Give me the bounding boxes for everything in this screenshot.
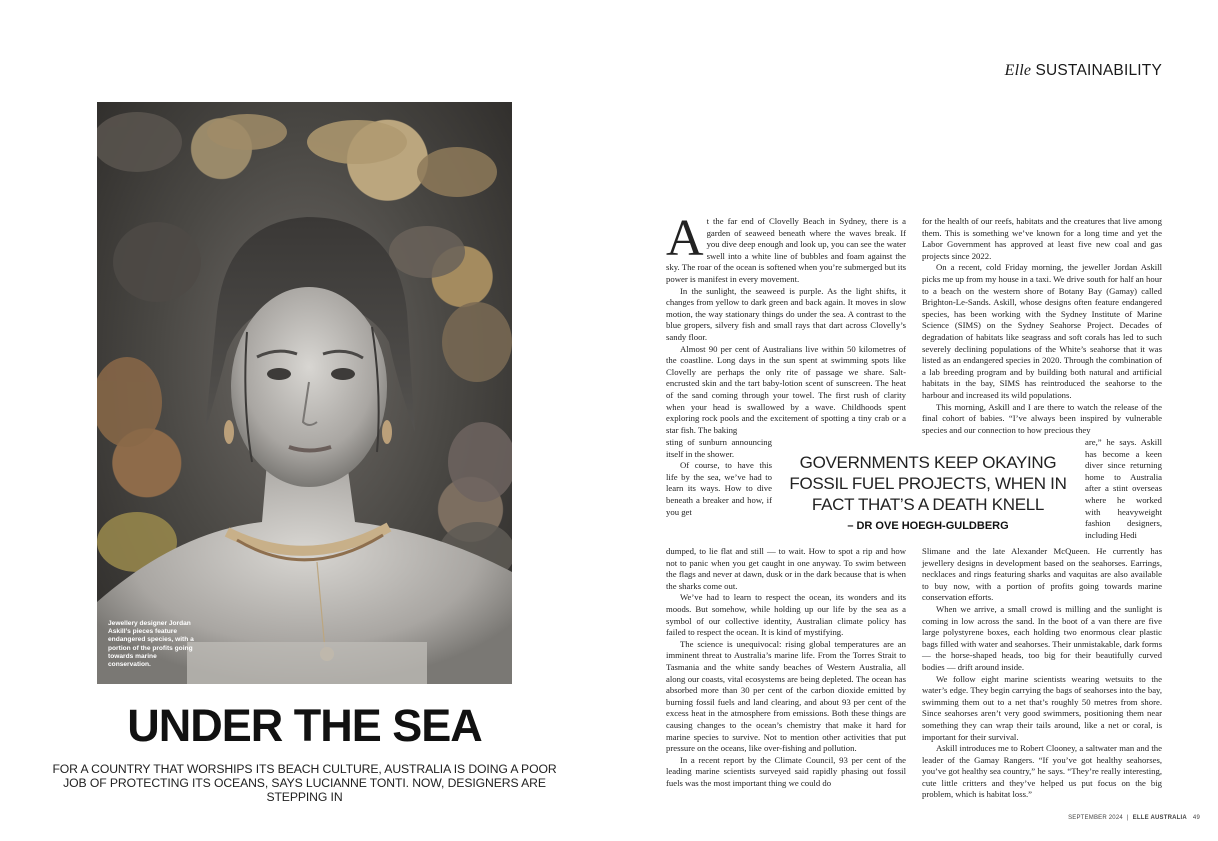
body-paragraph: are,” he says. Askill has become a keen diver since returning home to Australia after a stint overseas where he worked with heavyweight fashion designers, including Hedi [1085, 437, 1162, 540]
body-column-1 [666, 210, 906, 436]
body-paragraph: On a recent, cold Friday morning, the jeweller Jordan Askill picks me up from my house in a taxi. We drive south for half an hour to a beach on the western shore of Botany Bay (Gamay) called Brighton-Le-Sands. Askill, whose designs often feature endangered species, has been working with the Sydney Institute of Marine Science (SIMS) on the Sydney Seahorse Project. Decades of degradation of habitats like seagrass and soft corals has led to such severely declining populations of the White’s seahorse that it was listed as an endangered species in 2020. Through the combination of a lab breeding program and by building both natural and artificial habitats in the bay, SIMS has reintroduced the seahorse to the harbour and increased its wild populations. [922, 262, 1162, 400]
body-paragraph: dumped, to lie flat and still — to wait. How to spot a rip and how not to panic when you get caught in one anyway. To swim between the flags and never at dawn, dusk or in the dark because that is when the sharks come out. [666, 546, 906, 591]
drop-cap: A [666, 210, 704, 267]
body-paragraph: Almost 90 per cent of Australians live within 50 kilometres of the coastline. Long days in the sun spent at swimming spots like Clovelly are perhaps the only rite of passage we share. Salt-encrusted skin and the tart baby-lotion scent of sunscreen. The heat of the sand coming through your towel. The first rush of clarity when your head is swallowed by a wave. Childhoods spent exploring rock pools and the excitement of spotting a tiny crab or a star fish. The baking [666, 343, 906, 435]
headline: UNDER THE SEA [127, 700, 482, 751]
feature-photo [97, 102, 512, 684]
body-column-2-narrow [1085, 437, 1162, 541]
page-footer [1068, 815, 1200, 821]
body-paragraph: We’ve had to learn to respect the ocean, its wonders and its moods. But somehow, while holding up our life by the sea as a symbol of our collective identity, Australian climate policy has failed to respect the ocean. It is kind of mystifying. [666, 592, 906, 638]
page-number: 49 [1192, 815, 1200, 821]
magazine-name: ELLE AUSTRALIA [1132, 815, 1187, 821]
body-paragraph: Slimane and the late Alexander McQueen. He currently has jewellery designs in development based on the seahorses. Earrings, necklaces and rings featuring sharks and vaquitas are also available to buy now, with a portion of profits going towards marine conservation efforts. [922, 546, 1162, 603]
body-paragraph: The science is unequivocal: rising global temperatures are an imminent threat to Australia’s marine life. From the Torres Strait to Tasmania and the white sandy beaches of Western Australia, all along our coasts, vital ecosystems are being depleted. The ocean has absorbed more than 30 per cent of the carbon dioxide emitted by burning fossil fuels and land clearing, and about 93 per cent of the excess heat in the atmosphere from emissions. Both these things are causing changes to the ocean’s chemistry that make it hard for marine species to survive. Not to mention other activities that put pressure on the oceans, like over-fishing and pollution. [666, 638, 906, 754]
opening-paragraph: At the far end of Clovelly Beach in Sydney, there is a garden of seaweed beneath where the waves break. If you dive deep enough and look up, you can see the water swell into a white line of bubbles and foam against the sky. The roar of the ocean is softened when you’re submerged but its power is manifest in every movement. [666, 210, 906, 284]
body-paragraph: In the sunlight, the seaweed is purple. As the light shifts, it changes from yellow to dark green and back again. It moves in slow motion, the way stationary things do under the sea. A contrast to the blue gropers, silvery fish and small rays that dart across Clovelly’s sandy floor. [666, 285, 906, 342]
body-paragraph: sting of sunburn announcing itself in the shower. [666, 437, 772, 459]
body-paragraph: This morning, Askill and I are there to watch the release of the final cohort of babies. “I’ve always been inspired by vulnerable species and our connection to how precious they [922, 401, 1162, 435]
body-paragraph: Askill introduces me to Robert Clooney, a saltwater man and the leader of the Gamay Rangers. “If you’ve got healthy seahorses, you’ve got healthy sea country,” he says. “They’re really interesting, cute little critters and they’ve helped us put focus on the big problem, which is habitat loss.” [922, 743, 1162, 800]
body-column-1-narrow [666, 437, 772, 518]
body-paragraph: When we arrive, a small crowd is milling and the sunlight is coming in low across the sand. In the boot of a van there are five large polystyrene boxes, each holding two enormous clear plastic bags filled with water and seahorses. Their unmistakable, dark forms — the horse-shaped heads, too big for their beautifully curved bodies — drift around inside. [922, 603, 1162, 672]
issue-date: SEPTEMBER 2024 [1068, 815, 1123, 821]
section-header [1005, 62, 1162, 80]
body-column-2-lower [922, 546, 1162, 801]
pull-quote [776, 452, 1080, 532]
body-column-2 [922, 216, 1162, 436]
footer-separator: | [1126, 815, 1129, 821]
body-paragraph: In a recent report by the Climate Council, 93 per cent of the leading marine scientists surveyed said rapidly phasing out fossil fuels was the most important thing we could do [666, 754, 906, 788]
pull-quote-attribution: – DR OVE HOEGH-GULDBERG [847, 520, 1009, 532]
photo-caption: Jewellery designer Jordan Askill’s pieces feature endangered species, with a portion of the profits going towards marine conservation. [108, 620, 194, 669]
body-paragraph: Of course, to have this life by the sea, we’ve had to learn its ways. How to dive beneath a breaker and how, if you get [666, 460, 772, 517]
pull-quote-text: GOVERNMENTS KEEP OKAYING FOSSIL FUEL PROJECTS, WHEN IN FACT THAT’S A DEATH KNELL [789, 453, 1067, 514]
brand-mark: Elle [1004, 62, 1032, 79]
standfirst: FOR A COUNTRY THAT WORSHIPS ITS BEACH CULTURE, AUSTRALIA IS DOING A POOR JOB OF PROTECTING ITS OCEANS, SAYS LUCIANNE TONTI. NOW, DESIGNERS ARE STEPPING IN [52, 762, 557, 805]
body-column-1-lower [666, 546, 906, 789]
section-name: SUSTAINABILITY [1035, 62, 1162, 79]
body-paragraph: We follow eight marine scientists wearing wetsuits to the water’s edge. They begin carrying the bags of seahorses into the bay, swimming them out to a net that’s roughly 50 metres from shore. Since seahorses aren’t very good swimmers, positioning them near something they can wrap their tails around, like a net or coral, is important for their survival. [922, 673, 1162, 742]
body-paragraph: for the health of our reefs, habitats and the creatures that live among them. This is something we’ve known for a long time and yet the Labor Government has approved at least five new coal and gas projects since 2022. [922, 216, 1162, 261]
photo-illustration [97, 102, 512, 684]
